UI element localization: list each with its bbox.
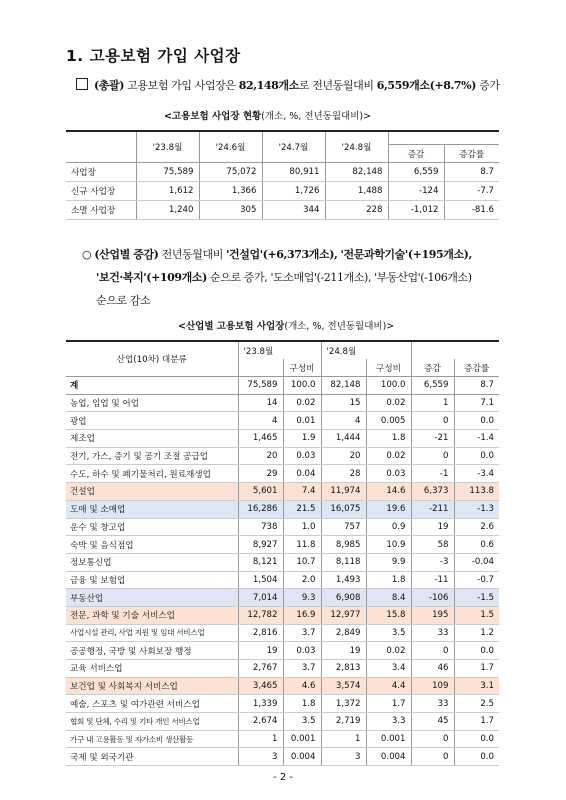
bullet-line-1 — [82, 243, 512, 266]
table-row — [66, 412, 499, 430]
table1-caption-bold: <고용보험 사업장 현황 — [164, 111, 262, 122]
table-cell: 80,911 — [262, 163, 325, 182]
table-cell: 8.7 — [444, 163, 499, 182]
table-cell: -3.4 — [454, 465, 499, 483]
row-label: 협회 및 단체, 수리 및 기타 개인 서비스업 — [66, 713, 238, 731]
row-label: 교육 서비스업 — [66, 660, 238, 678]
table-cell: 0.0 — [454, 447, 499, 465]
table-cell: 3.7 — [283, 624, 321, 642]
table-cell: 14.6 — [366, 483, 411, 501]
table-cell: 75,589 — [238, 377, 283, 395]
table-cell: 1.8 — [283, 695, 321, 713]
table-cell: 10.7 — [283, 553, 321, 571]
table-cell: 3.1 — [454, 677, 499, 695]
table-row — [66, 748, 499, 766]
table-cell: 19 — [321, 642, 366, 660]
table-cell: 1.0 — [283, 518, 321, 536]
table-cell: 16,075 — [321, 500, 366, 518]
table-cell: 3,465 — [238, 677, 283, 695]
table-cell: 1.7 — [454, 660, 499, 678]
table-cell: -0.7 — [454, 571, 499, 589]
table-cell: 15.8 — [366, 606, 411, 624]
table-cell: -1.4 — [454, 430, 499, 448]
table-row — [66, 518, 499, 536]
table-cell: 12,977 — [321, 606, 366, 624]
table-cell: 0.01 — [283, 412, 321, 430]
table-cell: 1.7 — [454, 713, 499, 731]
table-cell: 75,072 — [199, 163, 262, 182]
table-cell: 33 — [411, 624, 454, 642]
table1-caption — [164, 108, 371, 122]
table-cell: 0.02 — [366, 642, 411, 660]
row-label: 소멸 사업장 — [66, 201, 136, 220]
table-cell: 0.03 — [366, 465, 411, 483]
row-label: 사업시설 관리, 사업 지원 및 임대 서비스업 — [66, 624, 238, 642]
table2-header-share: 구성비 — [283, 359, 321, 377]
table-cell: 0.04 — [283, 465, 321, 483]
table-cell: 3.5 — [366, 624, 411, 642]
table-cell: 1,612 — [136, 182, 199, 201]
table-cell: 0 — [411, 748, 454, 766]
table-cell: 2,816 — [238, 624, 283, 642]
table-cell: 11,974 — [321, 483, 366, 501]
row-label: 가구 내 고용활동 및 자가소비 생산활동 — [66, 730, 238, 748]
table-cell: 4 — [321, 412, 366, 430]
table-cell: 0.0 — [454, 748, 499, 766]
table2-header-change: 증감 — [411, 359, 454, 377]
table-cell: 1,465 — [238, 430, 283, 448]
table-cell: 2,719 — [321, 713, 366, 731]
summary-text-mid: 로 전년동월대비 — [298, 79, 374, 92]
table-cell: 7.4 — [283, 483, 321, 501]
table2-caption-rest: (개소, %, 전년동월대비)> — [284, 321, 395, 332]
table-cell: 1.7 — [366, 695, 411, 713]
table-cell: -7.7 — [444, 182, 499, 201]
table2-caption-bold: <산업별 고용보험 사업장 — [178, 321, 285, 332]
table2-header-blank — [411, 341, 499, 359]
row-label: 운수 및 창고업 — [66, 518, 238, 536]
table-cell: 4 — [238, 412, 283, 430]
row-label: 금융 및 보험업 — [66, 571, 238, 589]
table2-header-period1: '23.8월 — [238, 341, 321, 359]
checkbox-square-icon — [76, 78, 88, 90]
table-row — [66, 377, 499, 395]
table-cell: 33 — [411, 695, 454, 713]
table-cell: -21 — [411, 430, 454, 448]
table-cell: 113.8 — [454, 483, 499, 501]
table-cell: 3.3 — [366, 713, 411, 731]
bullet-line-2 — [82, 266, 512, 289]
table-cell: 3.7 — [283, 660, 321, 678]
table-cell: 0.0 — [454, 642, 499, 660]
table-cell: 82,148 — [321, 377, 366, 395]
row-label: 도매 및 소매업 — [66, 500, 238, 518]
table-cell: -124 — [388, 182, 444, 201]
table-cell: 1,366 — [199, 182, 262, 201]
table-cell: 1.2 — [454, 624, 499, 642]
table2-body — [66, 377, 499, 766]
table-cell: 1 — [321, 730, 366, 748]
table-cell: 8.4 — [366, 589, 411, 607]
table2-header-rate: 증감률 — [454, 359, 499, 377]
table1-header: '24.6월 — [199, 131, 262, 163]
table-cell: 0.004 — [283, 748, 321, 766]
bullet-head: (산업별 증감) — [94, 248, 159, 261]
table-cell: 14 — [238, 394, 283, 412]
table-cell: -1.3 — [454, 500, 499, 518]
table-cell: 9.3 — [283, 589, 321, 607]
table-cell: 1 — [238, 730, 283, 748]
table-cell: -3 — [411, 553, 454, 571]
table-row — [66, 201, 499, 220]
table-cell: 19 — [238, 642, 283, 660]
table-cell: 11.8 — [283, 536, 321, 554]
bullet-line2-mid: 순으로 증가, '도소매업'(-211개소), '부동산업'(-106개소) — [210, 271, 472, 284]
table1-body — [66, 163, 499, 220]
table-cell: 757 — [321, 518, 366, 536]
table-cell: 0.0 — [454, 412, 499, 430]
table-cell: 3.4 — [366, 660, 411, 678]
table-cell: 8,118 — [321, 553, 366, 571]
table1-header-group-blank — [388, 131, 499, 145]
table-cell: 0.02 — [366, 447, 411, 465]
table-row — [66, 606, 499, 624]
table-cell: 2.6 — [454, 518, 499, 536]
table-cell: 6,559 — [411, 377, 454, 395]
table-cell: 6,559 — [388, 163, 444, 182]
table-cell: 0.001 — [366, 730, 411, 748]
row-label: 농업, 임업 및 어업 — [66, 394, 238, 412]
table-cell: 1,444 — [321, 430, 366, 448]
table-cell: 1,504 — [238, 571, 283, 589]
table-cell: 7.1 — [454, 394, 499, 412]
table-cell: 0.0 — [454, 730, 499, 748]
summary-value1: 82,148개소 — [238, 79, 299, 92]
table-row — [66, 713, 499, 731]
table1-header: '24.7월 — [262, 131, 325, 163]
table-row — [66, 430, 499, 448]
row-label: 공공행정, 국방 및 사회보장 행정 — [66, 642, 238, 660]
table-cell: 7,014 — [238, 589, 283, 607]
table-cell: 2,674 — [238, 713, 283, 731]
table-cell: 2,767 — [238, 660, 283, 678]
row-label: 보건업 및 사회복지 서비스업 — [66, 677, 238, 695]
row-label: 신규 사업장 — [66, 182, 136, 201]
row-label: 전문, 과학 및 기술 서비스업 — [66, 606, 238, 624]
table-cell: 0.03 — [283, 642, 321, 660]
table-cell: 2.5 — [454, 695, 499, 713]
table-cell: 5,601 — [238, 483, 283, 501]
table-cell: 19 — [411, 518, 454, 536]
table-cell: 3 — [238, 748, 283, 766]
table-cell: 305 — [199, 201, 262, 220]
table2-header-period2: '24.8월 — [321, 341, 411, 359]
table-cell: -0.04 — [454, 553, 499, 571]
table-cell: 0.001 — [283, 730, 321, 748]
summary-text-before: 고용보험 가입 사업장은 — [127, 79, 236, 92]
table-cell: 46 — [411, 660, 454, 678]
table1-caption-rest: (개소, %, 전년동월대비)> — [261, 111, 372, 122]
table-row — [66, 571, 499, 589]
table-cell: -81.6 — [444, 201, 499, 220]
table-cell: 0.03 — [283, 447, 321, 465]
table-cell: 0.02 — [283, 394, 321, 412]
row-label: 부동산업 — [66, 589, 238, 607]
table-row — [66, 483, 499, 501]
table-cell: 0.004 — [366, 748, 411, 766]
table1-header: 증감률 — [444, 145, 499, 163]
table-cell: 1 — [411, 394, 454, 412]
table-row — [66, 500, 499, 518]
row-label: 건설업 — [66, 483, 238, 501]
table-cell: 3.5 — [283, 713, 321, 731]
table-row — [66, 163, 499, 182]
section-title: 1. 고용보험 가입 사업장 — [66, 47, 241, 65]
table-cell: 228 — [325, 201, 388, 220]
bullet-line1-pre: 전년동월대비 — [161, 248, 223, 261]
industry-summary-bullet — [82, 243, 512, 312]
table-cell: 1.8 — [366, 430, 411, 448]
table-cell: 58 — [411, 536, 454, 554]
table-cell: 0 — [411, 412, 454, 430]
table-cell: 100.0 — [283, 377, 321, 395]
table-row — [66, 553, 499, 571]
table-cell: 1,372 — [321, 695, 366, 713]
page-number: - 2 - — [273, 772, 293, 783]
table-cell: 6,373 — [411, 483, 454, 501]
table-cell: 4.6 — [283, 677, 321, 695]
table-cell: -1 — [411, 465, 454, 483]
table-cell: 0 — [411, 730, 454, 748]
table-cell: 1.5 — [454, 606, 499, 624]
table-cell: 1,726 — [262, 182, 325, 201]
row-label: 광업 — [66, 412, 238, 430]
table-cell: 8,121 — [238, 553, 283, 571]
table-cell: 10.9 — [366, 536, 411, 554]
table-cell: -1,012 — [388, 201, 444, 220]
table-row — [66, 730, 499, 748]
table-cell: -106 — [411, 589, 454, 607]
table2-header-share: 구성비 — [366, 359, 411, 377]
bullet-item1: '건설업'(+6,373개소), — [226, 248, 338, 261]
table-cell: 8.7 — [454, 377, 499, 395]
table-cell: 0.005 — [366, 412, 411, 430]
bullet-item3: '보건·복지'(+109개소) — [96, 271, 207, 284]
table-row — [66, 660, 499, 678]
table-cell: 82,148 — [325, 163, 388, 182]
table-row — [66, 447, 499, 465]
row-label: 정보통신업 — [66, 553, 238, 571]
row-label: 제조업 — [66, 430, 238, 448]
table-cell: 16.9 — [283, 606, 321, 624]
bullet-marker: ○ — [82, 248, 92, 261]
table-cell: 1.9 — [283, 430, 321, 448]
table-cell: 0.6 — [454, 536, 499, 554]
table-cell: 0.02 — [366, 394, 411, 412]
table-cell: 8,927 — [238, 536, 283, 554]
table2-header-industry: 산업(10차) 대분류 — [66, 341, 238, 377]
table-row — [66, 589, 499, 607]
table1-header-blank — [66, 131, 136, 163]
table-cell: 1.8 — [366, 571, 411, 589]
table-cell: 2.0 — [283, 571, 321, 589]
table-cell: 3 — [321, 748, 366, 766]
summary-line — [76, 77, 500, 93]
table-cell: 29 — [238, 465, 283, 483]
table-cell: 738 — [238, 518, 283, 536]
table-cell: 100.0 — [366, 377, 411, 395]
row-label: 국제 및 외국기관 — [66, 748, 238, 766]
table-cell: 19.6 — [366, 500, 411, 518]
table1-header: '23.8월 — [136, 131, 199, 163]
table-cell: -211 — [411, 500, 454, 518]
table-cell: 28 — [321, 465, 366, 483]
summary-value2: 6,559개소(+8.7%) — [376, 79, 476, 92]
table-cell: 20 — [321, 447, 366, 465]
table-cell: 3,574 — [321, 677, 366, 695]
table-cell: 16,286 — [238, 500, 283, 518]
table-cell: -1.5 — [454, 589, 499, 607]
row-label: 전기, 가스, 증기 및 공기 조절 공급업 — [66, 447, 238, 465]
table-cell: 0 — [411, 642, 454, 660]
table-cell: 21.5 — [283, 500, 321, 518]
table1-header: 증감 — [388, 145, 444, 163]
table-cell: 4.4 — [366, 677, 411, 695]
table-cell: 2,813 — [321, 660, 366, 678]
table-cell: 109 — [411, 677, 454, 695]
row-label: 계 — [66, 377, 238, 395]
table-cell: 195 — [411, 606, 454, 624]
table-row — [66, 536, 499, 554]
table-cell: 12,782 — [238, 606, 283, 624]
row-label: 사업장 — [66, 163, 136, 182]
table-row — [66, 677, 499, 695]
table-row — [66, 642, 499, 660]
table-cell: 15 — [321, 394, 366, 412]
bullet-item2: '전문과학기술'(+195개소), — [340, 248, 472, 261]
workplace-status-table — [66, 130, 499, 220]
table-cell: -11 — [411, 571, 454, 589]
table-row — [66, 182, 499, 201]
row-label: 숙박 및 음식점업 — [66, 536, 238, 554]
table-cell: 0 — [411, 447, 454, 465]
summary-marker: (총괄) — [94, 79, 125, 92]
table2-header-blank — [238, 359, 283, 377]
table-row — [66, 695, 499, 713]
table1-header: '24.8월 — [325, 131, 388, 163]
row-label: 예술, 스포츠 및 여가관련 서비스업 — [66, 695, 238, 713]
table-cell: 0.9 — [366, 518, 411, 536]
bullet-line-3: 순으로 감소 — [96, 294, 151, 307]
table-row — [66, 465, 499, 483]
table-row — [66, 624, 499, 642]
table-cell: 344 — [262, 201, 325, 220]
table-cell: 1,240 — [136, 201, 199, 220]
table-cell: 75,589 — [136, 163, 199, 182]
table-cell: 1,488 — [325, 182, 388, 201]
table-cell: 6,908 — [321, 589, 366, 607]
table2-caption — [178, 318, 394, 332]
table-cell: 1,493 — [321, 571, 366, 589]
summary-text-after: 증가 — [479, 79, 500, 92]
table2-header-blank — [321, 359, 366, 377]
table-cell: 1,339 — [238, 695, 283, 713]
industry-workplace-table — [66, 340, 499, 766]
row-label: 수도, 하수 및 폐기물처리, 원료재생업 — [66, 465, 238, 483]
table-row — [66, 394, 499, 412]
table-cell: 45 — [411, 713, 454, 731]
table-cell: 2,849 — [321, 624, 366, 642]
table-cell: 8,985 — [321, 536, 366, 554]
table-cell: 9.9 — [366, 553, 411, 571]
table-cell: 20 — [238, 447, 283, 465]
